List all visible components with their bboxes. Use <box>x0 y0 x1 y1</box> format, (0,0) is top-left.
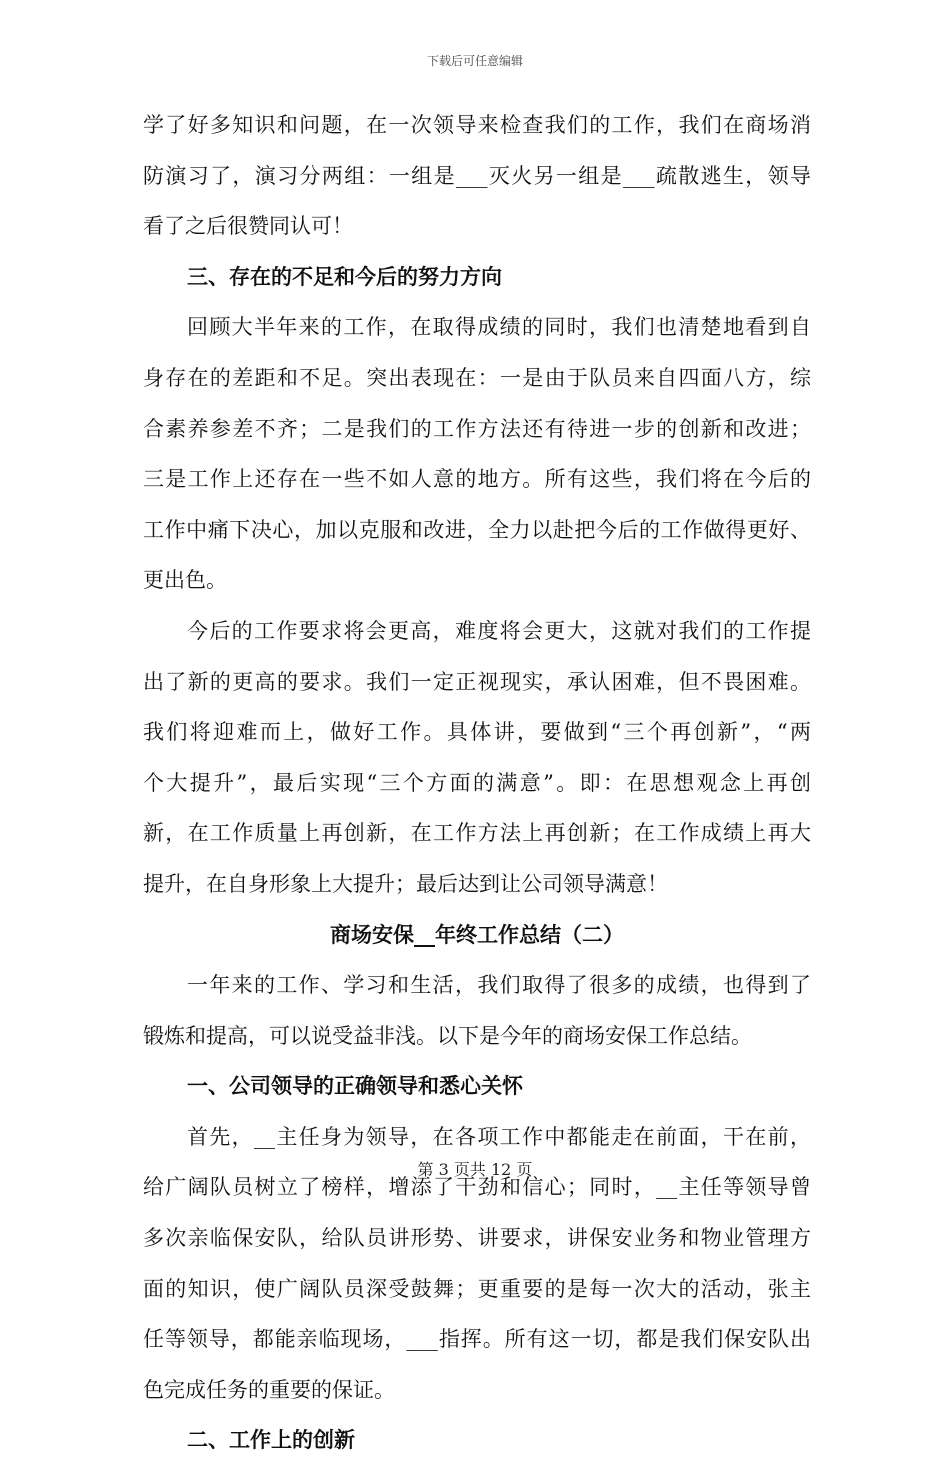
body-line: 一年来的工作、学习和生活，我们取得了很多的成绩，也得到了 <box>187 973 811 998</box>
body-line: 出了新的更高的要求。我们一定正视现实，承认困难，但不畏困难。 <box>143 669 811 694</box>
document-body <box>143 100 811 1466</box>
body-line: 回顾大半年来的工作，在取得成绩的同时，我们也清楚地看到自 <box>187 315 811 340</box>
page-header: 下载后可任意编辑 <box>426 54 523 68</box>
body-line: 新，在工作质量上再创新，在工作方法上再创新；在工作成绩上再大 <box>143 821 811 846</box>
body-line: 今后的工作要求将会更高，难度将会更大，这就对我们的工作提 <box>187 618 811 643</box>
body-line: 工作中痛下决心，加以克服和改进，全力以赴把今后的工作做得更好、 <box>143 517 811 542</box>
body-line: 首先，__主任身为领导，在各项工作中都能走在前面，干在前， <box>187 1124 811 1149</box>
body-line: 提升，在自身形象上大提升；最后达到让公司领导满意！ <box>143 871 668 896</box>
body-line: 面的知识，使广阔队员深受鼓舞；更重要的是每一次大的活动，张主 <box>143 1276 811 1301</box>
body-line: 学了好多知识和问题，在一次领导来检查我们的工作，我们在商场消 <box>143 113 811 137</box>
body-line: 给广阔队员树立了榜样，增添了干劲和信心；同时，__主任等领导曾 <box>143 1175 811 1200</box>
body-line: 合素养参差不齐；二是我们的工作方法还有待进一步的创新和改进； <box>143 416 811 441</box>
body-line: 防演习了，演习分两组：一组是___灭火另一组是___疏散逃生，领导 <box>143 163 811 188</box>
section-heading: 三、存在的不足和今后的努力方向 <box>187 263 502 289</box>
body-line: 锻炼和提高，可以说受益非浅。以下是今年的商场安保工作总结。 <box>143 1023 752 1048</box>
section-heading: 二、工作上的创新 <box>187 1427 355 1453</box>
page-footer: 第 3 页共 12 页 <box>417 1160 533 1179</box>
body-line: 任等领导，都能亲临现场，___指挥。所有这一切，都是我们保安队出 <box>143 1327 811 1352</box>
body-line: 身存在的差距和不足。突出表现在：一是由于队员来自四面八方，综 <box>143 365 811 390</box>
body-line: 三是工作上还存在一些不如人意的地方。所有这些，我们将在今后的 <box>143 467 811 492</box>
body-line: 看了之后很赞同认可！ <box>143 214 353 239</box>
body-line: 更出色。 <box>143 568 227 593</box>
body-line: 我们将迎难而上，做好工作。具体讲，要做到“三个再创新”，“两 <box>143 720 811 745</box>
body-line: 个大提升”，最后实现“三个方面的满意”。即：在思想观念上再创 <box>143 770 811 795</box>
document-title: 商场安保__年终工作总结（二） <box>330 921 624 947</box>
body-line: 色完成任务的重要的保证。 <box>143 1377 395 1402</box>
section-heading: 一、公司领导的正确领导和悉心关怀 <box>187 1073 523 1099</box>
body-line: 多次亲临保安队，给队员讲形势、讲要求，讲保安业务和物业管理方 <box>143 1226 811 1251</box>
